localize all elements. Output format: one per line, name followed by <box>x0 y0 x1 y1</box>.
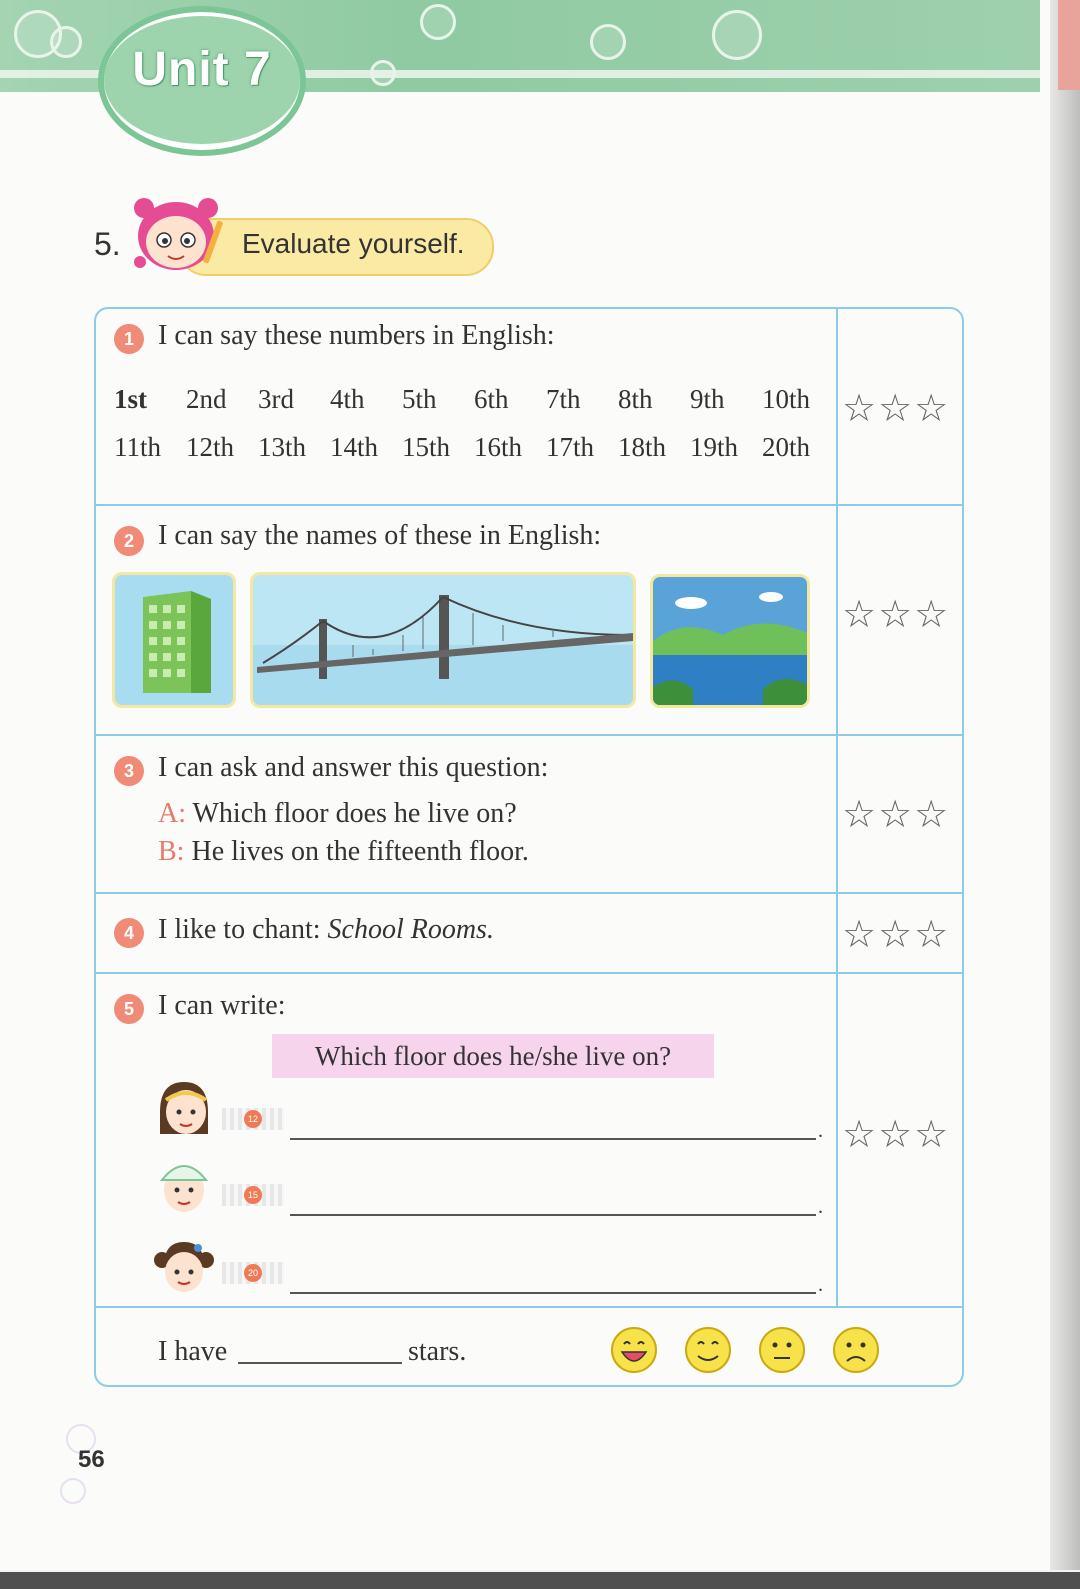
ordinals-row-1 <box>114 384 834 415</box>
speaker-b-text: He lives on the fifteenth floor. <box>191 836 529 867</box>
ordinal: 6th <box>474 384 509 414</box>
building-picture <box>112 572 236 708</box>
ordinal: 9th <box>690 384 725 414</box>
rating-stars[interactable]: ☆☆☆ <box>842 912 951 956</box>
ordinal: 1st <box>114 384 147 414</box>
answer-line[interactable] <box>290 1292 816 1294</box>
ordinal: 7th <box>546 384 581 414</box>
sentence-period: . <box>818 1120 823 1142</box>
ordinals-row-2 <box>114 432 834 463</box>
item-number-badge: 5 <box>114 994 144 1024</box>
girl-pigtails-avatar-icon <box>152 1234 216 1298</box>
bubble-decoration <box>50 26 82 58</box>
column-divider <box>836 309 838 1307</box>
row-2-statement: I can say the names of these in English: <box>158 520 602 551</box>
sad-face-icon[interactable] <box>832 1326 880 1374</box>
ordinal: 8th <box>618 384 653 414</box>
speaker-a-text: Which floor does he live on? <box>192 798 517 829</box>
ordinal: 15th <box>402 432 451 462</box>
writing-prompt: Which floor does he/she live on? <box>272 1034 714 1078</box>
spine-tab <box>1058 0 1080 90</box>
item-number-badge: 3 <box>114 756 144 786</box>
rating-stars[interactable]: ☆☆☆ <box>842 592 951 636</box>
neutral-face-icon[interactable] <box>758 1326 806 1374</box>
building-image <box>115 575 233 705</box>
row-1-statement: I can say these numbers in English: <box>158 320 555 351</box>
item-number-badge: 4 <box>114 918 144 948</box>
ordinal: 3rd <box>258 384 294 414</box>
ordinal: 2nd <box>186 384 227 414</box>
rating-stars[interactable]: ☆☆☆ <box>842 1112 951 1156</box>
dialogue-a <box>158 798 517 830</box>
row-4-statement <box>158 914 494 946</box>
unit-title: Unit 7 <box>132 43 272 96</box>
book-spine <box>1050 0 1080 1570</box>
rating-stars[interactable]: ☆☆☆ <box>842 386 951 430</box>
row-divider <box>95 892 963 894</box>
chant-intro: I like to chant: <box>158 914 328 945</box>
sentence-period: . <box>818 1274 823 1296</box>
ordinal: 5th <box>402 384 437 414</box>
row-divider <box>95 504 963 506</box>
bubble-decoration <box>590 24 626 60</box>
speaker-a-label: A: <box>158 798 186 829</box>
rating-stars[interactable]: ☆☆☆ <box>842 792 951 836</box>
floor-number: 12 <box>244 1110 262 1128</box>
answer-line[interactable] <box>290 1214 816 1216</box>
chant-title: School Rooms. <box>327 914 494 945</box>
boy-cap-avatar-icon <box>152 1152 216 1216</box>
item-number-badge: 2 <box>114 526 144 556</box>
ordinal: 18th <box>618 432 667 462</box>
laughing-face-icon[interactable] <box>610 1326 658 1374</box>
scan-edge <box>0 1572 1080 1589</box>
bridge-picture <box>250 572 636 708</box>
total-prefix: I have <box>158 1336 228 1367</box>
speaker-b-label: B: <box>158 836 185 867</box>
row-3-statement: I can ask and answer this question: <box>158 752 549 783</box>
lake-image <box>653 577 807 705</box>
girl-mascot-icon <box>122 190 232 280</box>
ordinal: 13th <box>258 432 307 462</box>
sentence-period: . <box>818 1196 823 1218</box>
floor-number: 20 <box>244 1264 262 1282</box>
answer-line[interactable] <box>290 1138 816 1140</box>
ordinal: 10th <box>762 384 811 414</box>
girl-avatar-icon <box>152 1076 216 1140</box>
floor-tag <box>222 1108 284 1130</box>
total-suffix: stars. <box>408 1336 467 1367</box>
ordinal: 4th <box>330 384 365 414</box>
section-number: 5. <box>94 226 121 262</box>
ordinal: 12th <box>186 432 235 462</box>
item-number-badge: 1 <box>114 324 144 354</box>
ordinal: 11th <box>114 432 161 462</box>
dialogue-b <box>158 836 529 868</box>
floor-tag <box>222 1184 284 1206</box>
row-divider <box>95 1306 963 1308</box>
bubble-decoration <box>370 60 396 86</box>
total-stars-blank[interactable] <box>238 1362 402 1364</box>
ordinal: 16th <box>474 432 523 462</box>
ordinal: 20th <box>762 432 811 462</box>
lake-picture <box>650 574 810 708</box>
section-title: Evaluate yourself. <box>242 228 465 259</box>
page-number: 56 <box>78 1446 105 1473</box>
floor-tag <box>222 1262 284 1284</box>
bubble-decoration <box>420 4 456 40</box>
floor-number: 15 <box>244 1186 262 1204</box>
row-divider <box>95 972 963 974</box>
row-5-statement: I can write: <box>158 990 286 1021</box>
bridge-image <box>253 575 633 705</box>
smiling-face-icon[interactable] <box>684 1326 732 1374</box>
row-divider <box>95 734 963 736</box>
bubble-decoration <box>712 10 762 60</box>
bubble-decoration <box>60 1478 86 1504</box>
ordinal: 14th <box>330 432 379 462</box>
ordinal: 19th <box>690 432 739 462</box>
ordinal: 17th <box>546 432 595 462</box>
